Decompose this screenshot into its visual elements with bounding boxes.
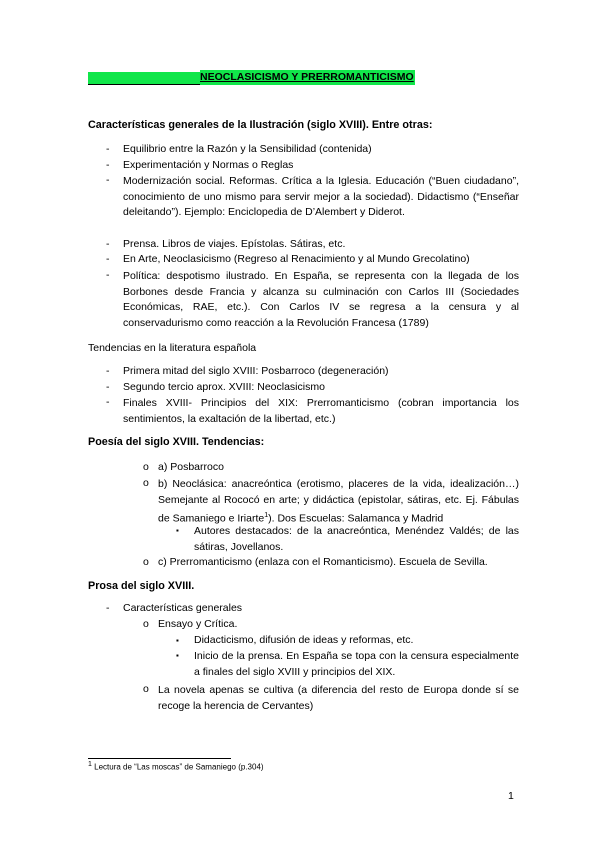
footnote-reference[interactable]: 1 — [264, 512, 269, 519]
square-bullet: ▪ — [176, 636, 179, 645]
square-bullet: ▪ — [176, 526, 179, 535]
page-number: 1 — [508, 790, 514, 802]
section-heading-tendencias: Tendencias en la literatura española — [88, 342, 257, 354]
circle-bullet: o — [143, 477, 149, 489]
list-item: Política: despotismo ilustrado. En España, se representa con la llegada de los Borbones desde Francia y alcanza su culminación con Carlos III (Sociedades Económicas, RAE, etc.). Con Carlos IV se regresa a la censura y al conservadurismo como reacción a la Revolución Francesa (1789) — [123, 270, 519, 329]
list-dash: - — [106, 253, 110, 265]
footnote — [88, 761, 264, 772]
circle-bullet: o — [143, 618, 149, 630]
section-heading-prosa: Prosa del siglo XVIII. — [88, 580, 195, 592]
square-bullet: ▪ — [176, 651, 179, 660]
list-item: Experimentación y Normas o Reglas — [123, 159, 294, 171]
list-item: La novela apenas se cultiva (a diferencia del resto de Europa donde sí se recoge la herencia de Cervantes) — [158, 684, 519, 712]
list-item: Inicio de la prensa. En España se topa con la censura especialmente a finales del siglo XVIII y principios del XIX. — [194, 650, 519, 678]
list-dash: - — [106, 396, 110, 408]
list-item: a) Posbarroco — [158, 461, 224, 473]
list-item: Didacticismo, difusión de ideas y reformas, etc. — [194, 634, 414, 646]
section-heading-poesia: Poesía del siglo XVIII. Tendencias: — [88, 436, 265, 448]
list-dash: - — [106, 143, 110, 155]
list-item-text: b) Neoclásica: anacreóntica (erotismo, placeres de la vida, idealización…) Semejante al Rococó en arte; y didáctica (epistolar, sátiras, etc. Ej. Fábulas de Samaniego e Iriarte — [158, 478, 519, 525]
list-dash: - — [106, 365, 110, 377]
list-dash: - — [106, 238, 110, 250]
list-item: En Arte, Neoclasicismo (Regreso al Renacimiento y al Mundo Grecolatino) — [123, 253, 470, 265]
list-dash: - — [106, 174, 110, 186]
list-item: Segundo tercio aprox. XVIII: Neoclasicismo — [123, 381, 325, 393]
list-dash: - — [106, 159, 110, 171]
list-item — [158, 477, 519, 527]
list-dash: - — [106, 269, 110, 281]
list-item: Equilibrio entre la Razón y la Sensibilidad (contenida) — [123, 143, 372, 155]
footnote-text: Lectura de “Las moscas” de Samaniego (p.304) — [91, 762, 264, 772]
page-title — [88, 70, 415, 86]
list-item: Características generales — [123, 602, 243, 614]
list-item: Primera mitad del siglo XVIII: Posbarroco (degeneración) — [123, 365, 389, 377]
list-item: Autores destacados: de la anacreóntica, Menéndez Valdés; de las sátiras, Jovellanos. — [194, 525, 519, 553]
list-item-text-cont: ). Dos Escuelas: Salamanca y Madrid — [268, 512, 444, 525]
circle-bullet: o — [143, 556, 149, 568]
list-dash: - — [106, 381, 110, 393]
list-item: Ensayo y Crítica. — [158, 618, 238, 630]
footnote-mark: 1 — [88, 761, 92, 768]
circle-bullet: o — [143, 461, 149, 473]
footnote-separator — [88, 758, 231, 759]
title-underline-blank — [88, 72, 200, 85]
title-text: NEOCLASICISMO Y PRERROMANTICISMO — [200, 71, 414, 83]
section-heading-ilustracion: Características generales de la Ilustración (siglo XVIII). Entre otras: — [88, 119, 433, 131]
list-item: Modernización social. Reformas. Crítica a la Iglesia. Educación (“Buen ciudadano”, conocimiento de uno mismo para servir mejor a la sociedad). Didactismo (“Enseñar deleitando”). Ejemplo: Enciclopedia de D’Alembert y Diderot. — [123, 175, 519, 218]
list-item: c) Prerromanticismo (enlaza con el Romanticismo). Escuela de Sevilla. — [158, 556, 488, 568]
list-dash: - — [106, 602, 110, 614]
circle-bullet: o — [143, 683, 149, 695]
list-item: Prensa. Libros de viajes. Epístolas. Sátiras, etc. — [123, 238, 346, 250]
list-item: Finales XVIII- Principios del XIX: Prerromanticismo (cobran importancia los sentimientos, la exaltación de la libertad, etc.) — [123, 397, 519, 425]
